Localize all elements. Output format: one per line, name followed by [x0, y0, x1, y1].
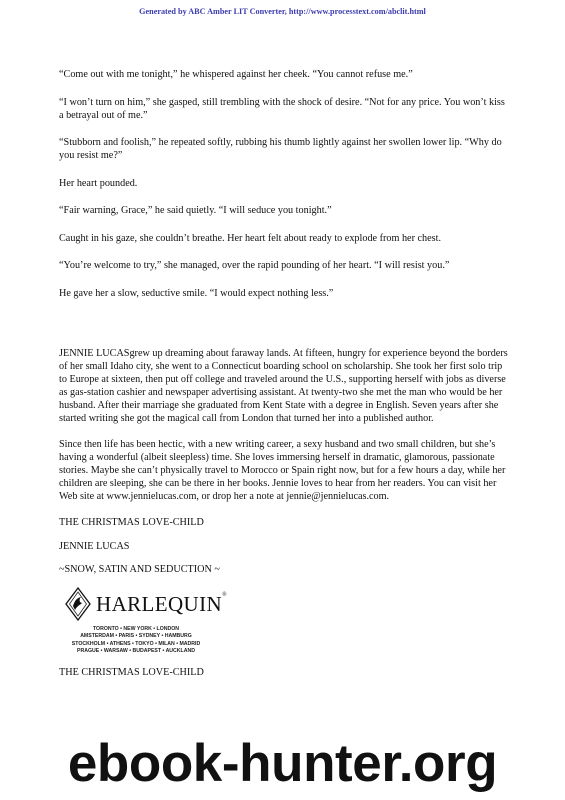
- city-line: STOCKHOLM • ATHENS • TOKYO • MILAN • MADRID: [71, 640, 201, 647]
- book-title: THE CHRISTMAS LOVE-CHILD: [59, 517, 204, 528]
- dialogue-paragraph: “Stubborn and foolish,” he repeated softly, rubbing his thumb lightly against her swollen lower lip. “Why do you resist me?”: [59, 137, 502, 161]
- dialogue-paragraph: Caught in his gaze, she couldn’t breathe. Her heart felt about ready to explode from her chest.: [59, 232, 441, 244]
- city-line: PRAGUE • WARSAW • BUDAPEST • AUCKLAND: [77, 648, 195, 655]
- section-gap: [59, 314, 511, 347]
- series-title: ~SNOW, SATIN AND SEDUCTION ~: [59, 564, 220, 575]
- city-line: TORONTO • NEW YORK • LONDON: [92, 625, 180, 632]
- dialogue-paragraph: Her heart pounded.: [59, 177, 138, 189]
- closing-book-title: THE CHRISTMAS LOVE-CHILD: [59, 666, 204, 678]
- dialogue-paragraph: “Come out with me tonight,” he whispered against her cheek. “You cannot refuse me.”: [59, 69, 413, 80]
- page-content: [59, 68, 511, 679]
- city-line: AMSTERDAM • PARIS • SYDNEY • HAMBURG: [80, 633, 192, 640]
- book-author: JENNIE LUCAS: [59, 540, 130, 552]
- harlequin-diamond-icon: [65, 587, 91, 621]
- dialogue-paragraph: “You’re welcome to try,” she managed, over the rapid pounding of her heart. “I will resist you.”: [59, 260, 450, 271]
- publisher-cities: [61, 626, 211, 656]
- harlequin-logo: [65, 587, 511, 621]
- converter-header: Generated by ABC Amber LIT Converter, http://www.processtext.com/abclit.html: [139, 7, 426, 16]
- dialogue-paragraph: “I won’t turn on him,” she gasped, still trembling with the shock of desire. “Not for any price. You won’t kiss a betrayal out of me.”: [59, 96, 505, 121]
- site-watermark: ebook-hunter.org: [67, 734, 498, 793]
- dialogue-paragraph: He gave her a slow, seductive smile. “I would expect nothing less.”: [59, 287, 334, 299]
- dialogue-paragraph: “Fair warning, Grace,” he said quietly. “I will seduce you tonight.”: [59, 205, 332, 216]
- author-bio-paragraph: Since then life has been hectic, with a new writing career, a sexy husband and two small children, but she’s having a wonderful (albeit sleepless) time. She loves immersing herself in dramatic, glamorous, passionate stories. Maybe she can’t physically travel to Morocco or Spain right now, but for a few hours a day, while her children are sleeping, she can be there in her books. Jennie loves to hear from her readers. You can visit her Web site at www.jennielucas.com, or drop her a note at jennie@jennielucas.com.: [59, 439, 506, 502]
- author-bio-paragraph: JENNIE LUCASgrew up dreaming about faraway lands. At fifteen, hungry for experience beyond the borders of her small Idaho city, she went to a Connecticut boarding school on scholarship. She took her first solo trip to Europe at sixteen, then put off college and traveled around the U.S., supporting herself with jobs as diverse as gas-station cashier and newspaper advertising assistant. At twenty-two she met the man who would be her husband. After their marriage she graduated from Kent State with a degree in English. Seven years after she started writing she got the magical call from London that turned her into a published author.: [59, 348, 508, 424]
- harlequin-wordmark: HARLEQUIN®: [96, 592, 228, 616]
